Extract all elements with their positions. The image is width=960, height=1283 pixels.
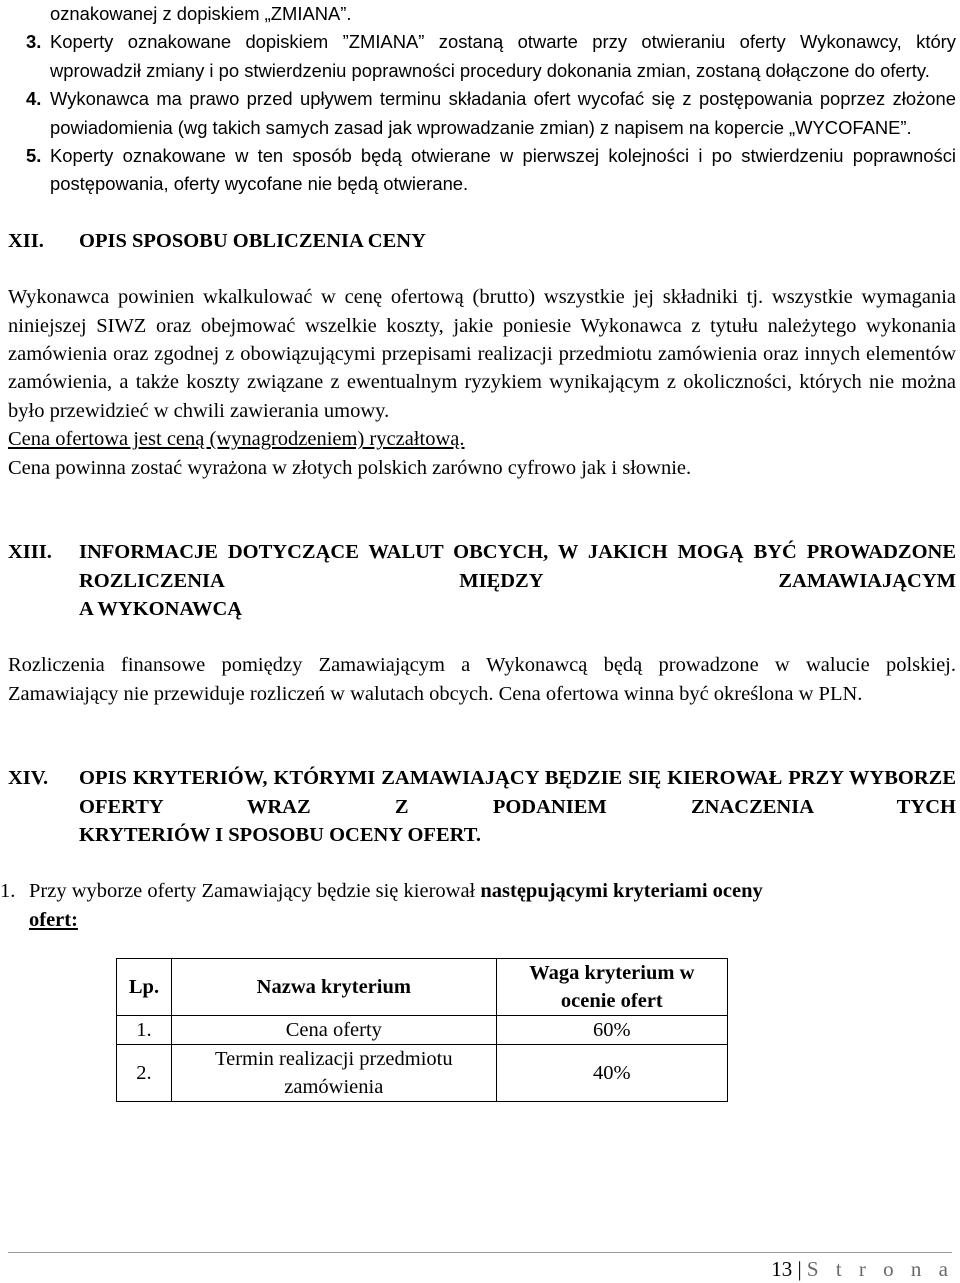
section-heading-xiv (8, 764, 956, 849)
section-body: Wykonawca powinien wkalkulować w cenę ofertową (brutto) wszystkie jej składniki tj. wszystkie wymagania niniejszej SIWZ oraz obejmować wszelkie koszty, jakie poniesie Wykonawca z tytułu należytego wykonania zamówienia oraz zgodnej z obowiązującymi przepisami realizacji przedmiotu zamówienia oraz innych elementów zamówienia, a także koszty związane z ewentualnym ryzykiem wynikającym z okoliczności, których nie można było przewidzieć w chwili zawierania umowy. (8, 286, 956, 422)
point-text: Przy wyborze oferty Zamawiający będzie się kierował (29, 880, 481, 903)
section-title: INFORMACJE DOTYCZĄCE WALUT OBCYCH, W JAKICH MOGĄ BYĆ PROWADZONE ROZLICZENIA MIĘDZY ZAMAWIAJĄCYM (79, 541, 956, 592)
list-item (8, 85, 956, 142)
column-header: Nazwa kryterium (171, 959, 496, 1016)
criteria-table (116, 958, 728, 1102)
table-cell: 1. (117, 1016, 172, 1045)
section-number: XII. (8, 229, 44, 252)
section-number: XIII. (8, 541, 52, 564)
list-item (8, 142, 956, 199)
section-body: Rozliczenia finansowe pomiędzy Zamawiającym a Wykonawcą będą prowadzone w walucie polskiej. Zamawiający nie przewiduje rozliczeń w walutach obcych. Cena ofertowa winna być określona w PLN. (8, 654, 956, 705)
page-number: 13 (771, 1257, 793, 1281)
item-text: Koperty oznakowane w ten sposób będą otwierane w pierwszej kolejności i po stwierdzeniu poprawności postępowania, oferty wycofane nie będą otwierane. (50, 145, 956, 195)
table-cell: 60% (496, 1016, 727, 1045)
item-text: Koperty oznakowane dopiskiem ”ZMIANA” zostaną otwarte przy otwieraniu oferty Wykonawcy, który wprowadził zmiany i po stwierdzeniu poprawności procedury dokonania zmian, zostaną dołączone do oferty. (50, 31, 956, 81)
item-text: Wykonawca ma prawo przed upływem terminu składania ofert wycofać się z postępowania poprzez złożone powiadomienia (wg takich samych zasad jak wprowadzanie zmian) z napisem na kopercie „WYCOFANE”. (50, 88, 956, 138)
point-bold-text: następującymi kryteriami oceny (480, 880, 763, 903)
item-number: 5. (26, 145, 42, 167)
continuation-line: oznakowanej z dopiskiem „ZMIANA”. (50, 3, 352, 24)
section-title-last-line: A WYKONAWCĄ (79, 597, 243, 620)
criteria-intro (0, 877, 956, 934)
column-header: Waga kryterium w ocenie ofert (496, 959, 727, 1016)
table-cell: 40% (496, 1045, 727, 1102)
section-heading-xiii (8, 538, 956, 623)
underlined-statement (8, 425, 956, 453)
table-cell: Cena oferty (171, 1016, 496, 1045)
section-title: OPIS KRYTERIÓW, KTÓRYMI ZAMAWIAJĄCY BĘDZIE SIĘ KIEROWAŁ PRZY WYBORZE OFERTY WRAZ Z PODANIEM ZNACZENIA TYCH (79, 767, 956, 818)
table-row (117, 1045, 728, 1102)
footer-separator: | (797, 1257, 802, 1281)
item-number: 4. (26, 88, 42, 110)
table-row (117, 1016, 728, 1045)
item-number: 3. (26, 31, 42, 53)
footer-divider (8, 1252, 952, 1253)
point-number: 1. (0, 880, 16, 903)
underlined-text: Cena ofertowa jest ceną (wynagrodzeniem) ryczałtową. (8, 428, 465, 451)
footer-label: S t r o n a (806, 1257, 954, 1281)
list-item (8, 28, 956, 85)
section-number: XIV. (8, 767, 49, 790)
section-closing-line: Cena powinna zostać wyrażona w złotych polskich zarówno cyfrowo jak i słownie. (8, 456, 692, 479)
table-cell: 2. (117, 1045, 172, 1102)
column-header: Lp. (117, 959, 172, 1016)
point-bold-underlined: ofert: (29, 908, 78, 931)
section-heading-xii (8, 227, 956, 255)
table-header-row (117, 959, 728, 1016)
table-cell: Termin realizacji przedmiotu zamówienia (171, 1045, 496, 1102)
section-title: OPIS SPOSOBU OBLICZENIA CENY (79, 229, 426, 252)
section-title-last-line: KRYTERIÓW I SPOSOBU OCENY OFERT. (79, 823, 481, 846)
